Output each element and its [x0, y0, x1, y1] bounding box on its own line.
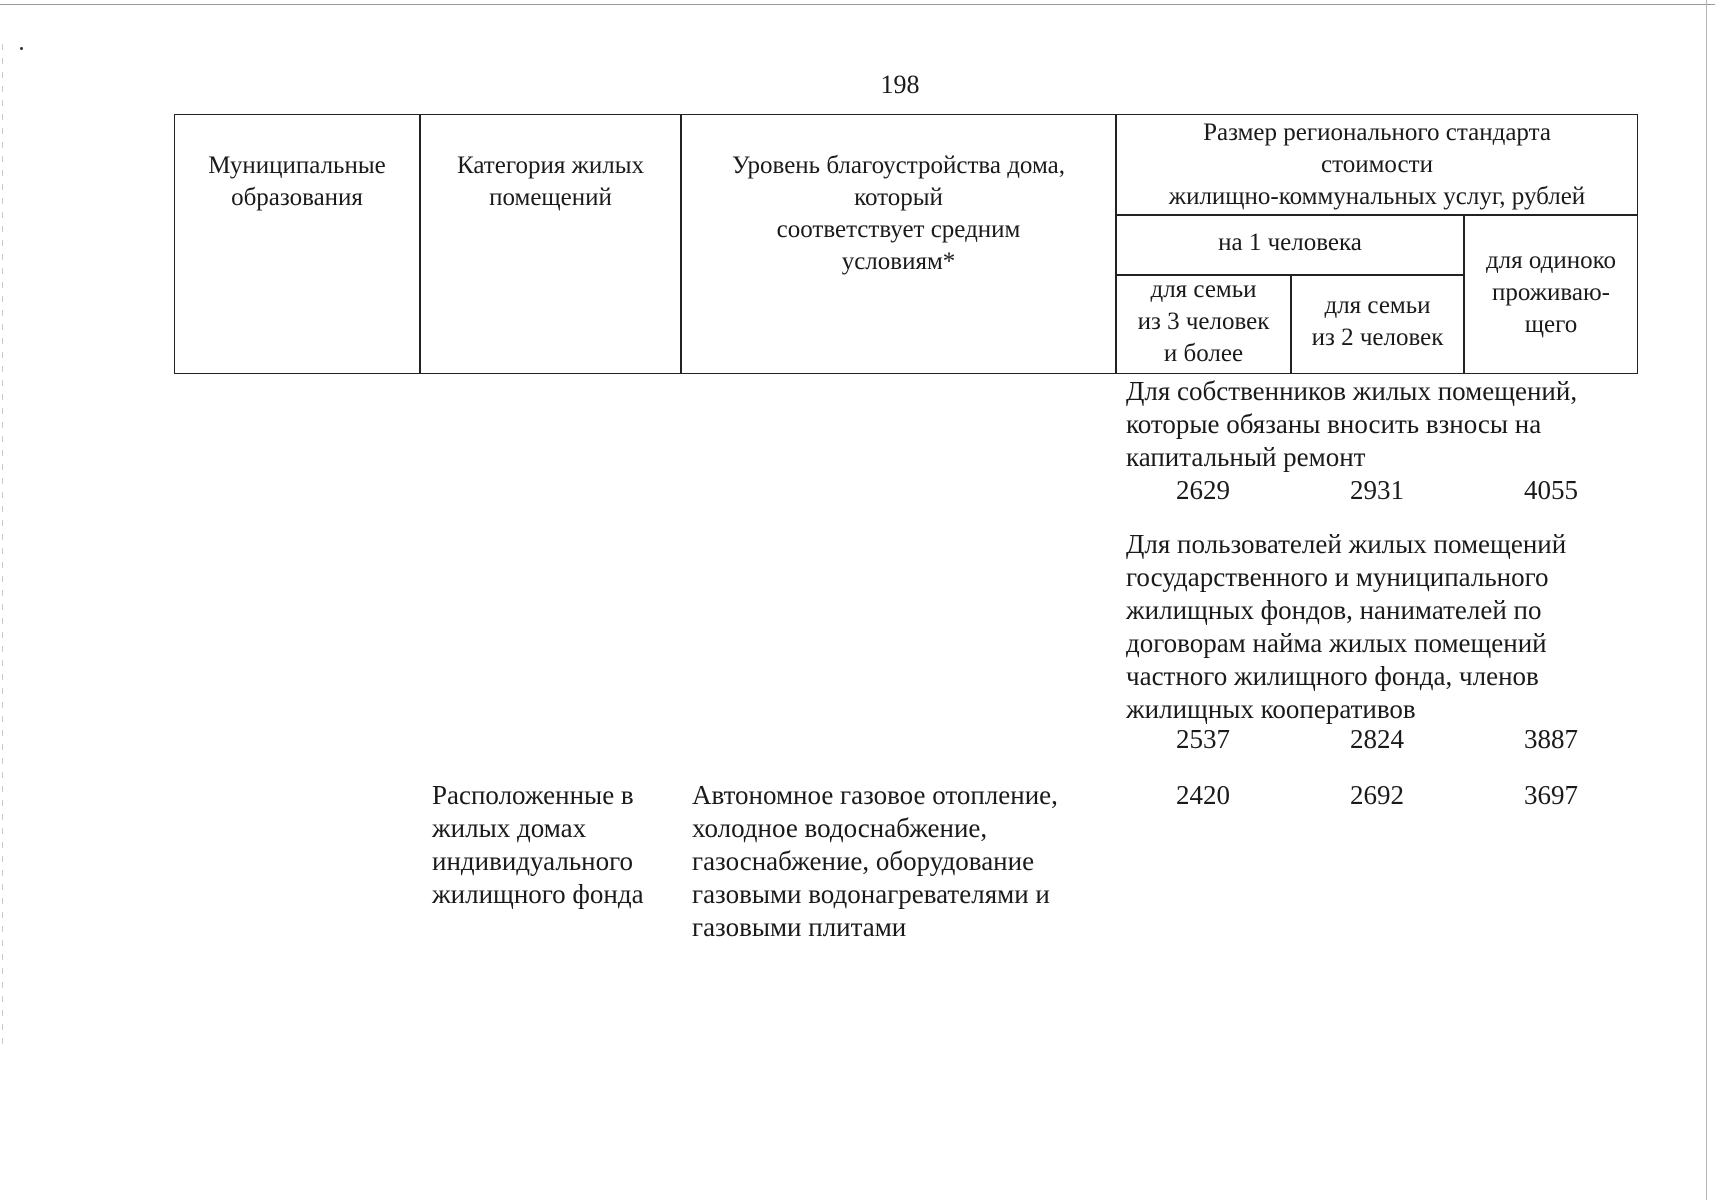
section-title-line: которые обязаны вносить взносы на [1126, 409, 1542, 439]
value-row-family3: 2420 [1176, 780, 1230, 810]
divider-row-1 [1115, 214, 1637, 216]
value-owners-family3: 2629 [1176, 475, 1230, 505]
header-category-line: помещений [489, 184, 612, 211]
header-family-3-line: для семьи [1150, 276, 1257, 303]
header-municipal-line: Муниципальные [208, 152, 386, 179]
section-title-line: жилищных кооперативов [1126, 694, 1416, 724]
header-level-line: соответствует средним [776, 216, 1021, 243]
section-title-line: Для пользователей жилых помещений [1126, 529, 1567, 559]
row-category-line: жилищного фонда [432, 879, 644, 909]
row-level-line: газоснабжение, оборудование [692, 846, 1035, 876]
section-owners-title [1126, 375, 1577, 474]
row-category-line: жилых домах [432, 813, 587, 843]
header-level [682, 150, 1115, 278]
section-users-title [1126, 528, 1566, 726]
row-category-line: Расположенные в [432, 780, 634, 810]
header-family-2 [1292, 290, 1463, 354]
header-family-3-line: из 3 человек [1137, 308, 1270, 335]
row-level-line: газовыми плитами [692, 912, 907, 942]
value-users-family2: 2824 [1350, 724, 1404, 754]
header-standard [1117, 117, 1637, 213]
row-level-line: газовыми водонагревателями и [692, 879, 1050, 909]
page-number: 198 [880, 70, 920, 99]
row-level-line: холодное водоснабжение, [692, 813, 988, 843]
header-standard-line: жилищно-коммунальных услуг, рублей [1168, 183, 1586, 210]
row-category [432, 779, 644, 911]
header-family-2-line: для семьи [1324, 292, 1431, 319]
header-level-line: который [854, 184, 943, 211]
scan-edge-right [1706, 0, 1707, 1200]
value-users-family3: 2537 [1176, 724, 1230, 754]
table-header [174, 114, 1638, 374]
scan-edge-left [2, 44, 3, 1044]
header-family-3-line: и более [1163, 340, 1244, 367]
section-title-line: Для собственников жилых помещений, [1126, 376, 1578, 406]
row-category-line: индивидуального [432, 846, 634, 876]
header-single-line: проживаю- [1492, 279, 1610, 306]
header-family-2-line: из 2 человек [1311, 324, 1444, 351]
value-owners-single: 4055 [1524, 475, 1578, 505]
section-title-line: государственного и муниципального [1126, 562, 1549, 592]
scan-edge-top [0, 4, 1715, 5]
value-owners-family2: 2931 [1350, 475, 1404, 505]
header-single [1465, 245, 1637, 341]
header-per-person: на 1 человека [1218, 229, 1362, 256]
header-category [421, 150, 680, 214]
value-row-family2: 2692 [1350, 780, 1404, 810]
value-users-single: 3887 [1524, 724, 1578, 754]
scan-speck [20, 47, 23, 50]
header-standard-line: стоимости [1321, 151, 1433, 178]
header-family-3 [1117, 274, 1290, 370]
row-level-line: Автономное газовое отопление, [692, 780, 1058, 810]
header-category-line: Категория жилых [457, 152, 644, 179]
header-single-line: для одиноко [1485, 247, 1617, 274]
header-municipal-line: образования [231, 184, 363, 211]
value-row-single: 3697 [1524, 780, 1578, 810]
header-level-line: условиям* [841, 248, 956, 275]
section-title-line: договорам найма жилых помещений [1126, 628, 1547, 658]
section-title-line: жилищных фондов, нанимателей по [1126, 595, 1542, 625]
section-title-line: капитальный ремонт [1126, 442, 1366, 472]
section-title-line: частного жилищного фонда, членов [1126, 661, 1539, 691]
header-single-line: щего [1524, 311, 1578, 338]
header-level-line: Уровень благоустройства дома, [732, 152, 1065, 179]
header-standard-line: Размер регионального стандарта [1203, 119, 1551, 146]
row-level [692, 779, 1058, 944]
header-municipal [175, 150, 419, 214]
